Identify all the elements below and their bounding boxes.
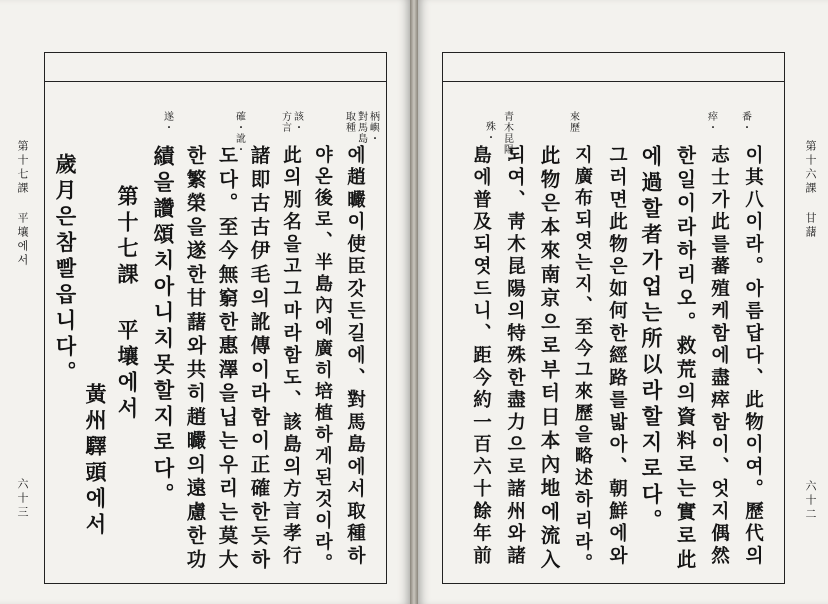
lesson-17-title: 第十七課 平壤에서 bbox=[115, 185, 140, 423]
left-column-2: 야온後로、半島內에廣히培植하게된것이라。 bbox=[312, 145, 333, 575]
left-column-3: 此의別名을고그마라함도、該島의方言孝行 bbox=[280, 145, 302, 568]
left-column-6: 한繁榮을遂한甘藷와共히趙曮의遠慮한功 bbox=[183, 145, 207, 573]
left-column-5: 도다。至今無窮한惠澤을닙는우리는莫大 bbox=[215, 145, 239, 573]
left-headnote-4: 遂・ bbox=[161, 111, 173, 133]
right-column-3: 한일이라하리오。救荒의資料로는實로此 bbox=[673, 145, 697, 573]
left-column-7: 績을讚頌치아니치못할지로다。 bbox=[151, 145, 176, 509]
left-headnote-1b: 對馬島 bbox=[355, 111, 367, 144]
left-headnote-3: 確・訛・ bbox=[233, 111, 245, 155]
right-column-8: 되여、靑木昆陽의特殊한盡力으로諸州와諸 bbox=[504, 145, 526, 568]
right-text-frame bbox=[442, 52, 785, 584]
right-headnote-4a: 青木昆陽・ bbox=[501, 111, 513, 166]
right-headnote-4b: 殊・ bbox=[483, 121, 495, 143]
left-text-frame bbox=[44, 52, 387, 584]
right-headnote-3: 來歷 bbox=[567, 111, 579, 133]
left-headnote-1a: 柄嶼・ bbox=[367, 111, 379, 144]
right-column-4: 에過할者가업는所以라할지로다。 bbox=[639, 145, 664, 535]
right-column-9: 島에普及되엿드니、距今約一百六十餘年前 bbox=[470, 145, 492, 568]
lesson-17-first-line: 歲月은참빨읍니다。 bbox=[53, 153, 78, 387]
right-headnote-1: 番・ bbox=[739, 111, 751, 133]
right-running-head: 第十六課 甘藷 bbox=[804, 140, 817, 240]
right-page-number: 六十二 bbox=[804, 480, 817, 522]
left-headnote-2b: 方言 bbox=[279, 111, 291, 133]
right-head-rule bbox=[443, 81, 784, 82]
left-headnote-1c: 取種 bbox=[343, 111, 355, 133]
book-gutter bbox=[410, 0, 418, 604]
right-column-2: 志士가此를蕃殖케함에盡瘁함이、엇지偶然 bbox=[708, 145, 730, 568]
right-headnote-2: 瘁・ bbox=[705, 111, 717, 133]
left-head-rule bbox=[45, 81, 386, 82]
left-column-1: 에趙曮이使臣갓든길에、對馬島에서取種하 bbox=[344, 145, 366, 568]
left-page-number: 六十三 bbox=[16, 478, 29, 520]
left-headnote-2a: 該・ bbox=[291, 111, 303, 133]
right-column-7: 此物은本來南京으로부터日本內地에流入 bbox=[537, 145, 561, 573]
right-column-1: 이其八이라。아름답다、此物이여。歷代의 bbox=[742, 145, 764, 568]
right-column-6: 지廣布되엿는지、至今그來歷을略述하리라。 bbox=[572, 145, 593, 575]
left-running-head: 第十七課 平壤에서 bbox=[16, 140, 29, 268]
right-column-5: 그러면此物은如何한經路를밟아、朝鮮에와 bbox=[606, 145, 628, 568]
left-column-4: 諸即古古伊毛의訛傳이라함이正確한듯하 bbox=[247, 145, 271, 573]
lesson-17-author: 黃州驛頭에서 bbox=[83, 383, 108, 539]
